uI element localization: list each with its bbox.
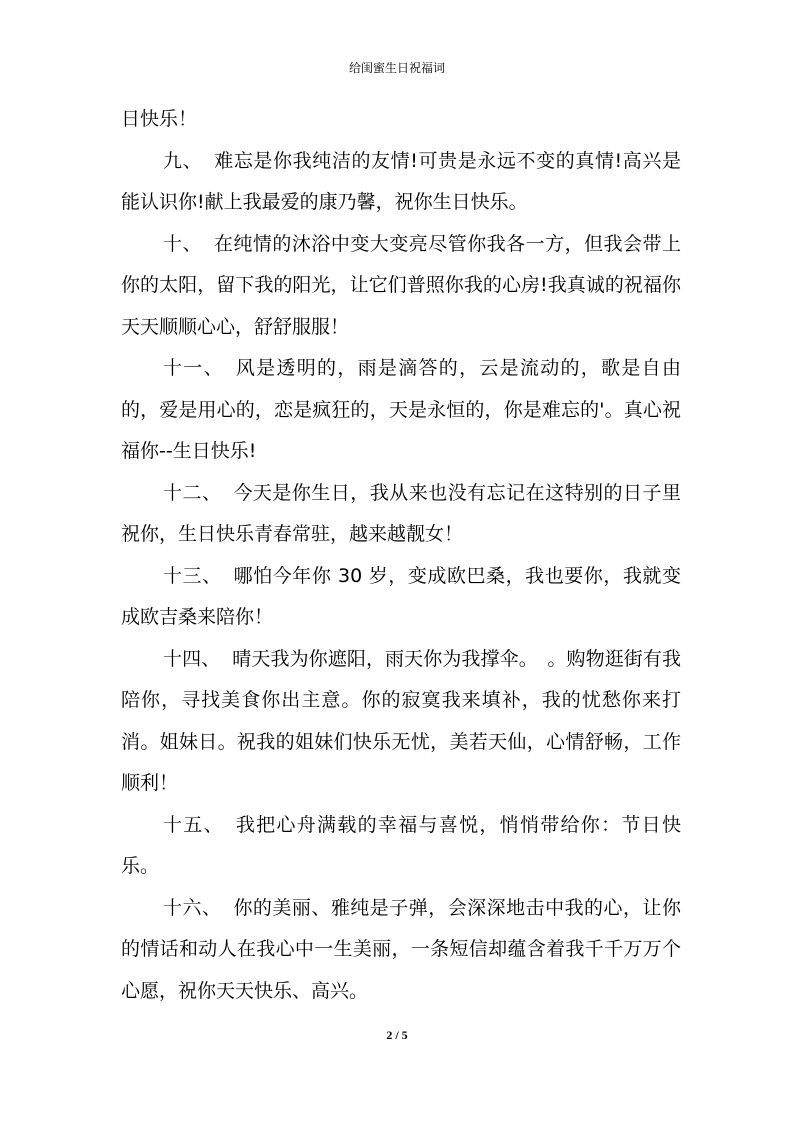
item-number: 十三、 — [163, 564, 222, 587]
paragraph-text: 在纯情的沐浴中变大变亮尽管你我各一方，但我会带上你的太阳，留下我的阳光，让它们普照你我的心房!我真诚的祝福你天天顺顺心心，舒舒服服！ — [121, 232, 681, 338]
paragraph-text: 风是透明的，雨是滴答的，云是流动的，歌是自由的，爱是用心的，恋是疯狂的，天是永恒的，你是难忘的'。真心祝福你--生日快乐! — [121, 357, 681, 462]
paragraph-text: 今天是你生日，我从来也没有忘记在这特别的日子里祝你，生日快乐青春常驻，越来越靓女！ — [121, 481, 681, 545]
item-number: 十、 — [163, 232, 202, 255]
paragraph-item-12 — [121, 473, 681, 556]
paragraph-item-16 — [121, 888, 681, 1013]
paragraph-item-13 — [121, 556, 681, 639]
body-text — [121, 99, 681, 1012]
paragraph-text: 哪怕今年你 30 岁，变成欧巴桑，我也要你，我就变成欧吉桑来陪你！ — [121, 564, 681, 628]
page-footer — [0, 1027, 794, 1043]
paragraph-item-15 — [121, 805, 681, 888]
paragraph-continuation — [121, 99, 681, 141]
document-title: 给闺蜜生日祝福词 — [348, 61, 445, 75]
paragraph-text: 难忘是你我纯洁的友情!可贵是永远不变的真情!高兴是能认识你!献上我最爱的康乃馨，祝你生日快乐。 — [121, 149, 681, 213]
paragraph-text: 晴天我为你遮阳，雨天你为我撑伞。 。购物逛街有我陪你，寻找美食你出主意。你的寂寞我来填补，我的忧愁你来打消。姐妹日。祝我的姐妹们快乐无忧，美若天仙，心情舒畅，工作顺利！ — [121, 647, 681, 794]
paragraph-text: 我把心舟满载的幸福与喜悦，悄悄带给你：节日快乐。 — [121, 813, 681, 877]
paragraph-item-9 — [121, 141, 681, 224]
item-number: 十一、 — [163, 357, 224, 379]
item-number: 九、 — [163, 149, 203, 172]
item-number: 十二、 — [163, 481, 222, 504]
item-number: 十四、 — [163, 647, 221, 670]
paragraph-item-11 — [121, 348, 681, 473]
item-number: 十六、 — [163, 896, 222, 919]
page-number: 2 / 5 — [386, 1028, 408, 1042]
item-number: 十五、 — [163, 813, 224, 836]
page-header — [0, 60, 794, 76]
paragraph-item-10 — [121, 224, 681, 349]
paragraph-item-14 — [121, 639, 681, 805]
paragraph-text: 日快乐！ — [121, 108, 198, 130]
paragraph-text: 你的美丽、雅纯是子弹，会深深地击中我的心，让你的情话和动人在我心中一生美丽，一条短信却蕴含着我千千万万个心愿，祝你天天快乐、高兴。 — [121, 896, 681, 1002]
